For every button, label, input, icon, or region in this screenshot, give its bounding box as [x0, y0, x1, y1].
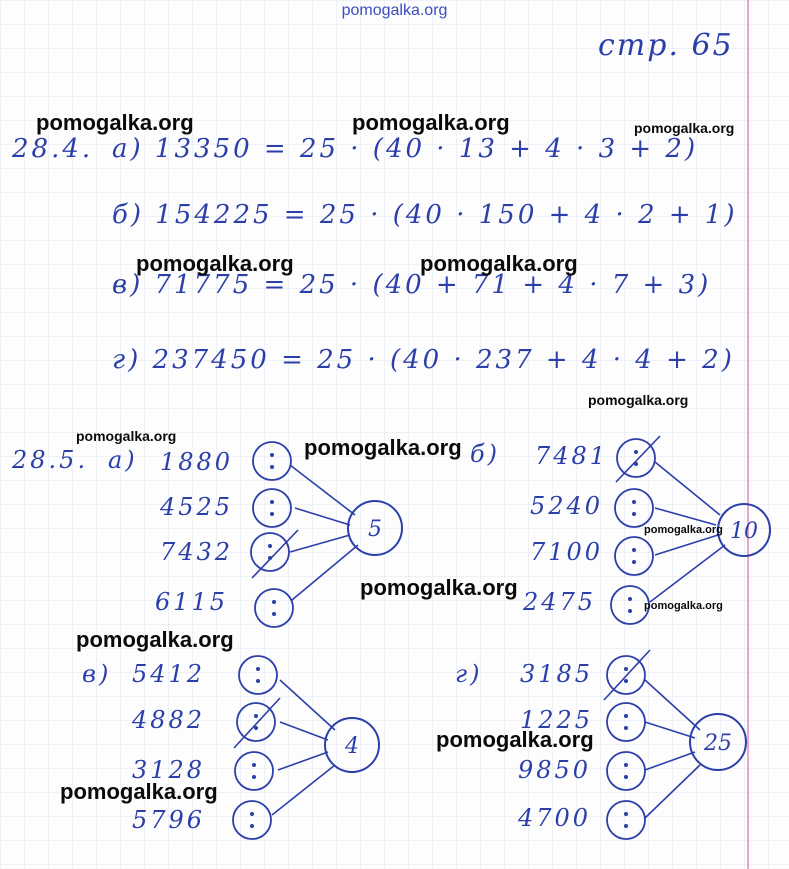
connector-line — [645, 722, 695, 738]
connector-line — [645, 765, 700, 818]
divisibility-circle — [615, 537, 653, 575]
watermark: pomogalka.org — [644, 600, 723, 612]
divisibility-circle — [607, 752, 645, 790]
top-watermark: pomogalka.org — [341, 2, 448, 19]
equation-b: б) 154225 = 25 · (40 · 150 + 4 · 2 + 1) — [112, 200, 738, 230]
problem-28-4-number: 28.4. — [12, 134, 94, 164]
connector-line — [280, 722, 328, 740]
equation-a: а) 13350 = 25 · (40 · 13 + 4 · 3 + 2) — [112, 134, 699, 164]
connector-line — [645, 752, 695, 770]
watermark: pomogalka.org — [60, 779, 218, 804]
divisibility-circle — [617, 439, 655, 477]
connector-line — [290, 535, 350, 552]
connector-line — [272, 765, 335, 815]
group-v-number: 4882 — [132, 706, 206, 734]
group-a-number: 7432 — [160, 538, 234, 566]
divisibility-circle — [253, 489, 291, 527]
group-g-label: г) — [455, 660, 483, 688]
page-label: стр. 65 — [598, 28, 734, 63]
equation-v: в) 71775 = 25 · (40 + 71 + 4 · 7 + 3) — [112, 270, 712, 300]
group-v-label: в) — [82, 660, 112, 688]
group-g-diagram — [604, 650, 746, 839]
group-b-label: б) — [470, 440, 501, 468]
connector-line — [655, 462, 720, 515]
watermark: pomogalka.org — [436, 727, 594, 752]
connector-line — [295, 508, 350, 525]
divisibility-circle — [615, 489, 653, 527]
group-v-number: 3128 — [132, 756, 206, 784]
group-b-number: 7481 — [535, 442, 609, 470]
divisibility-circle — [233, 801, 271, 839]
group-g-number: 4700 — [518, 804, 592, 832]
connector-line — [645, 680, 700, 730]
cross-out-mark — [616, 436, 660, 482]
group-g-number: 9850 — [518, 756, 592, 784]
watermark: pomogalka.org — [136, 251, 294, 276]
watermark: pomogalka.org — [352, 110, 510, 135]
group-b-number: 2475 — [523, 588, 597, 616]
problem-28-5-number: 28.5. — [12, 446, 89, 474]
group-g-number: 3185 — [520, 660, 594, 688]
connector-line — [278, 752, 328, 770]
group-a-number: 6115 — [155, 588, 229, 616]
connector-line — [280, 680, 335, 730]
divisibility-dots — [250, 450, 638, 828]
divisibility-circle — [607, 801, 645, 839]
divisibility-circle — [255, 589, 293, 627]
connector-line — [290, 465, 355, 515]
cross-out-mark — [604, 650, 650, 700]
divisor-label: 25 — [704, 731, 732, 756]
watermark: pomogalka.org — [36, 110, 194, 135]
divisor-label: 10 — [730, 519, 758, 544]
connector-line — [655, 508, 716, 525]
watermark: pomogalka.org — [588, 392, 689, 408]
watermark: pomogalka.org — [76, 428, 177, 444]
watermark: pomogalka.org — [634, 120, 735, 136]
watermark: pomogalka.org — [304, 435, 462, 460]
watermark: pomogalka.org — [644, 524, 723, 536]
divisibility-circle — [235, 752, 273, 790]
group-g-number: 1225 — [520, 706, 594, 734]
group-a-number: 1880 — [160, 448, 234, 476]
connector-line — [292, 545, 358, 600]
group-a-number: 4525 — [160, 493, 234, 521]
divisibility-circle — [251, 533, 289, 571]
divisor-label: 5 — [368, 517, 382, 542]
watermark: pomogalka.org — [360, 575, 518, 600]
group-b-number: 7100 — [530, 538, 604, 566]
connector-line — [655, 535, 718, 555]
group-v-number: 5796 — [132, 806, 206, 834]
group-a-label: а) — [108, 446, 138, 474]
watermark: pomogalka.org — [420, 251, 578, 276]
divisibility-circle — [239, 656, 277, 694]
group-v-number: 5412 — [132, 660, 206, 688]
divisor-label: 4 — [345, 734, 359, 759]
divisibility-circle — [253, 442, 291, 480]
divisibility-circle — [607, 703, 645, 741]
group-v-diagram — [233, 656, 379, 839]
equation-g: г) 237450 = 25 · (40 · 237 + 4 · 4 + 2) — [112, 345, 735, 375]
watermark: pomogalka.org — [76, 627, 234, 652]
group-b-number: 5240 — [530, 492, 604, 520]
